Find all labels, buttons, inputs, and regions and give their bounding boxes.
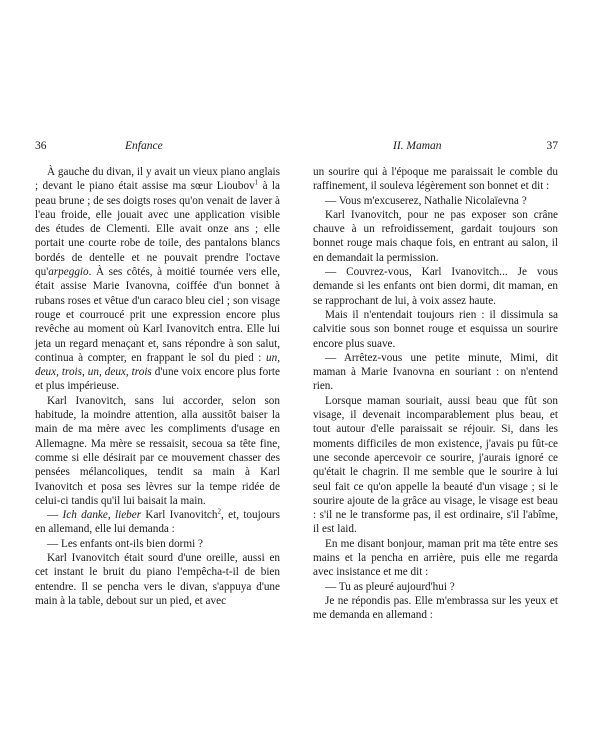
- paragraph: [35, 165, 280, 394]
- right-page-body: [313, 165, 558, 623]
- paragraph: [313, 394, 558, 537]
- right-running-title: II. Maman: [393, 140, 442, 152]
- left-page-number: 36: [35, 140, 47, 152]
- left-page-header: [35, 137, 280, 155]
- text-run: —: [47, 509, 63, 522]
- text-run: un sourire qui à l'époque me paraissait le comble du raffinement, il souleva légèrement son bonnet et dit :: [313, 166, 558, 193]
- footnote-marker: 1: [254, 178, 259, 187]
- footnote-marker: 2: [217, 507, 221, 516]
- italic-text: un, deux, trois, un, deux, trois: [35, 351, 280, 379]
- paragraph: [313, 351, 558, 394]
- paragraph: [313, 580, 558, 594]
- left-page-body: [35, 165, 280, 608]
- text-run: à la peau brune ; de ses doigts roses qu'on venait de laver à l'eau froide, elle jouait avec une application visible des études de Clementi. Elle avait onze ans ; elle portait une courte robe de toile, des pantalons blancs bordés de dentelle et ne pouvait prendre l'octave qu': [35, 180, 280, 279]
- paragraph: [313, 308, 558, 351]
- right-page-number: 37: [546, 140, 558, 152]
- right-page: [313, 137, 558, 623]
- text-run: Karl Ivanovitch, pour ne pas exposer son crâne chauve à un refroidissement, gardait toujours son bonnet rouge mais chaque fois, en entrant au salon, il en demandait la permission.: [313, 208, 558, 264]
- italic-text: arpeggio: [48, 266, 89, 279]
- text-run: — Couvrez-vous, Karl Ivanovitch... Je vous demande si les enfants ont bien dormi, dit maman, en se rapprochant de lui, à voix assez haute.: [313, 266, 558, 307]
- paragraph: [313, 165, 558, 194]
- paragraph: [313, 265, 558, 308]
- paragraph: [313, 194, 558, 208]
- text-run: En me disant bonjour, maman prit ma tête entre ses mains et la pencha en arrière, puis elle me regarda avec insistance et me dit :: [313, 537, 558, 579]
- paragraph: [35, 537, 280, 551]
- text-run: . À ses côtés, à moitié tournée vers elle, était assise Marie Ivanovna, coiffée d'un bonnet à rubans roses et vêtue d'un caraco bleu ciel ; son visage rouge et courroucé prit une expression encore plus revêche au moment où Karl Ivanovitch entra. Elle lui jeta un regard menaçant et, sans répondre à son salut, continua à compter, en frappant le sol du pied :: [35, 266, 280, 364]
- paragraph: [35, 394, 280, 508]
- paragraph: [313, 537, 558, 580]
- paragraph: [35, 508, 280, 537]
- text-run: Mais il n'entendait toujours rien : il dissimula sa calvitie sous son bonnet rouge et esquissa un sourire encore plus suave.: [313, 308, 558, 350]
- text-run: Karl Ivanovitch était sourd d'une oreille, aussi en cet instant le bruit du piano l'empêcha-t-il de bien entendre. Il se pencha vers le divan, s'appuya d'une main à la table, debout sur un pied, et avec: [35, 552, 280, 607]
- paragraph: [313, 208, 558, 265]
- text-run: — Les enfants ont-ils bien dormi ?: [47, 537, 203, 550]
- text-run: — Tu as pleuré aujourd'hui ?: [325, 580, 455, 593]
- text-run: Karl Ivanovitch, sans lui accorder, selon son habitude, la moindre attention, alla aussitôt baiser la main de ma mère avec les compliments d'usage en Allemagne. Ma mère se ressaisit, secoua sa tête fine, comme si elle désirait par ce mouvement chasser des pensées mélancoliques, tendit sa main à Karl Ivanovitch et posa ses lèvres sur la tempe ridée de celui-ci tandis qu'il lui baisait la main.: [35, 394, 280, 507]
- paragraph: [313, 594, 558, 623]
- paragraph: [35, 551, 280, 608]
- italic-text: Ich danke, lieber: [62, 509, 142, 522]
- text-run: À gauche du divan, il y avait un vieux piano anglais ; devant le piano était assise ma sœur Lioubov: [35, 166, 280, 193]
- text-run: Lorsque maman souriait, aussi beau que fût son visage, il devenait incomparablement plus beau, et tout autour d'elle paraissait se réjouir. Si, dans les moments difficiles de mon existence, j'avais pu fût-ce une seconde apercevoir ce sourire, j'aurais ignoré ce qu'était le chagrin. Il me semble que le sourire à lui seul fait ce qu'on appelle la beauté d'un visage ; si le sourire ajoute de la grâce au visage, le visage est beau : s'il ne le transforme pas, il est ordinaire, s'il l'abîme, il est laid.: [313, 394, 558, 536]
- text-run: — Arrêtez-vous une petite minute, Mimi, dit maman à Marie Ivanovna en souriant : on n'entend rien.: [313, 351, 558, 393]
- text-run: — Vous m'excuserez, Nathalie Nicolaïevna ?: [325, 194, 527, 207]
- text-run: d'une voix encore plus forte et plus impérieuse.: [35, 366, 280, 393]
- text-run: , et, toujours en allemand, elle lui demanda :: [35, 509, 280, 536]
- text-run: Je ne répondis pas. Elle m'embrassa sur les yeux et me demanda en allemand :: [313, 594, 558, 622]
- text-run: Karl Ivanovitch: [141, 509, 218, 522]
- left-page: [35, 137, 280, 608]
- left-running-title: Enfance: [125, 140, 163, 152]
- right-page-header: [313, 137, 558, 155]
